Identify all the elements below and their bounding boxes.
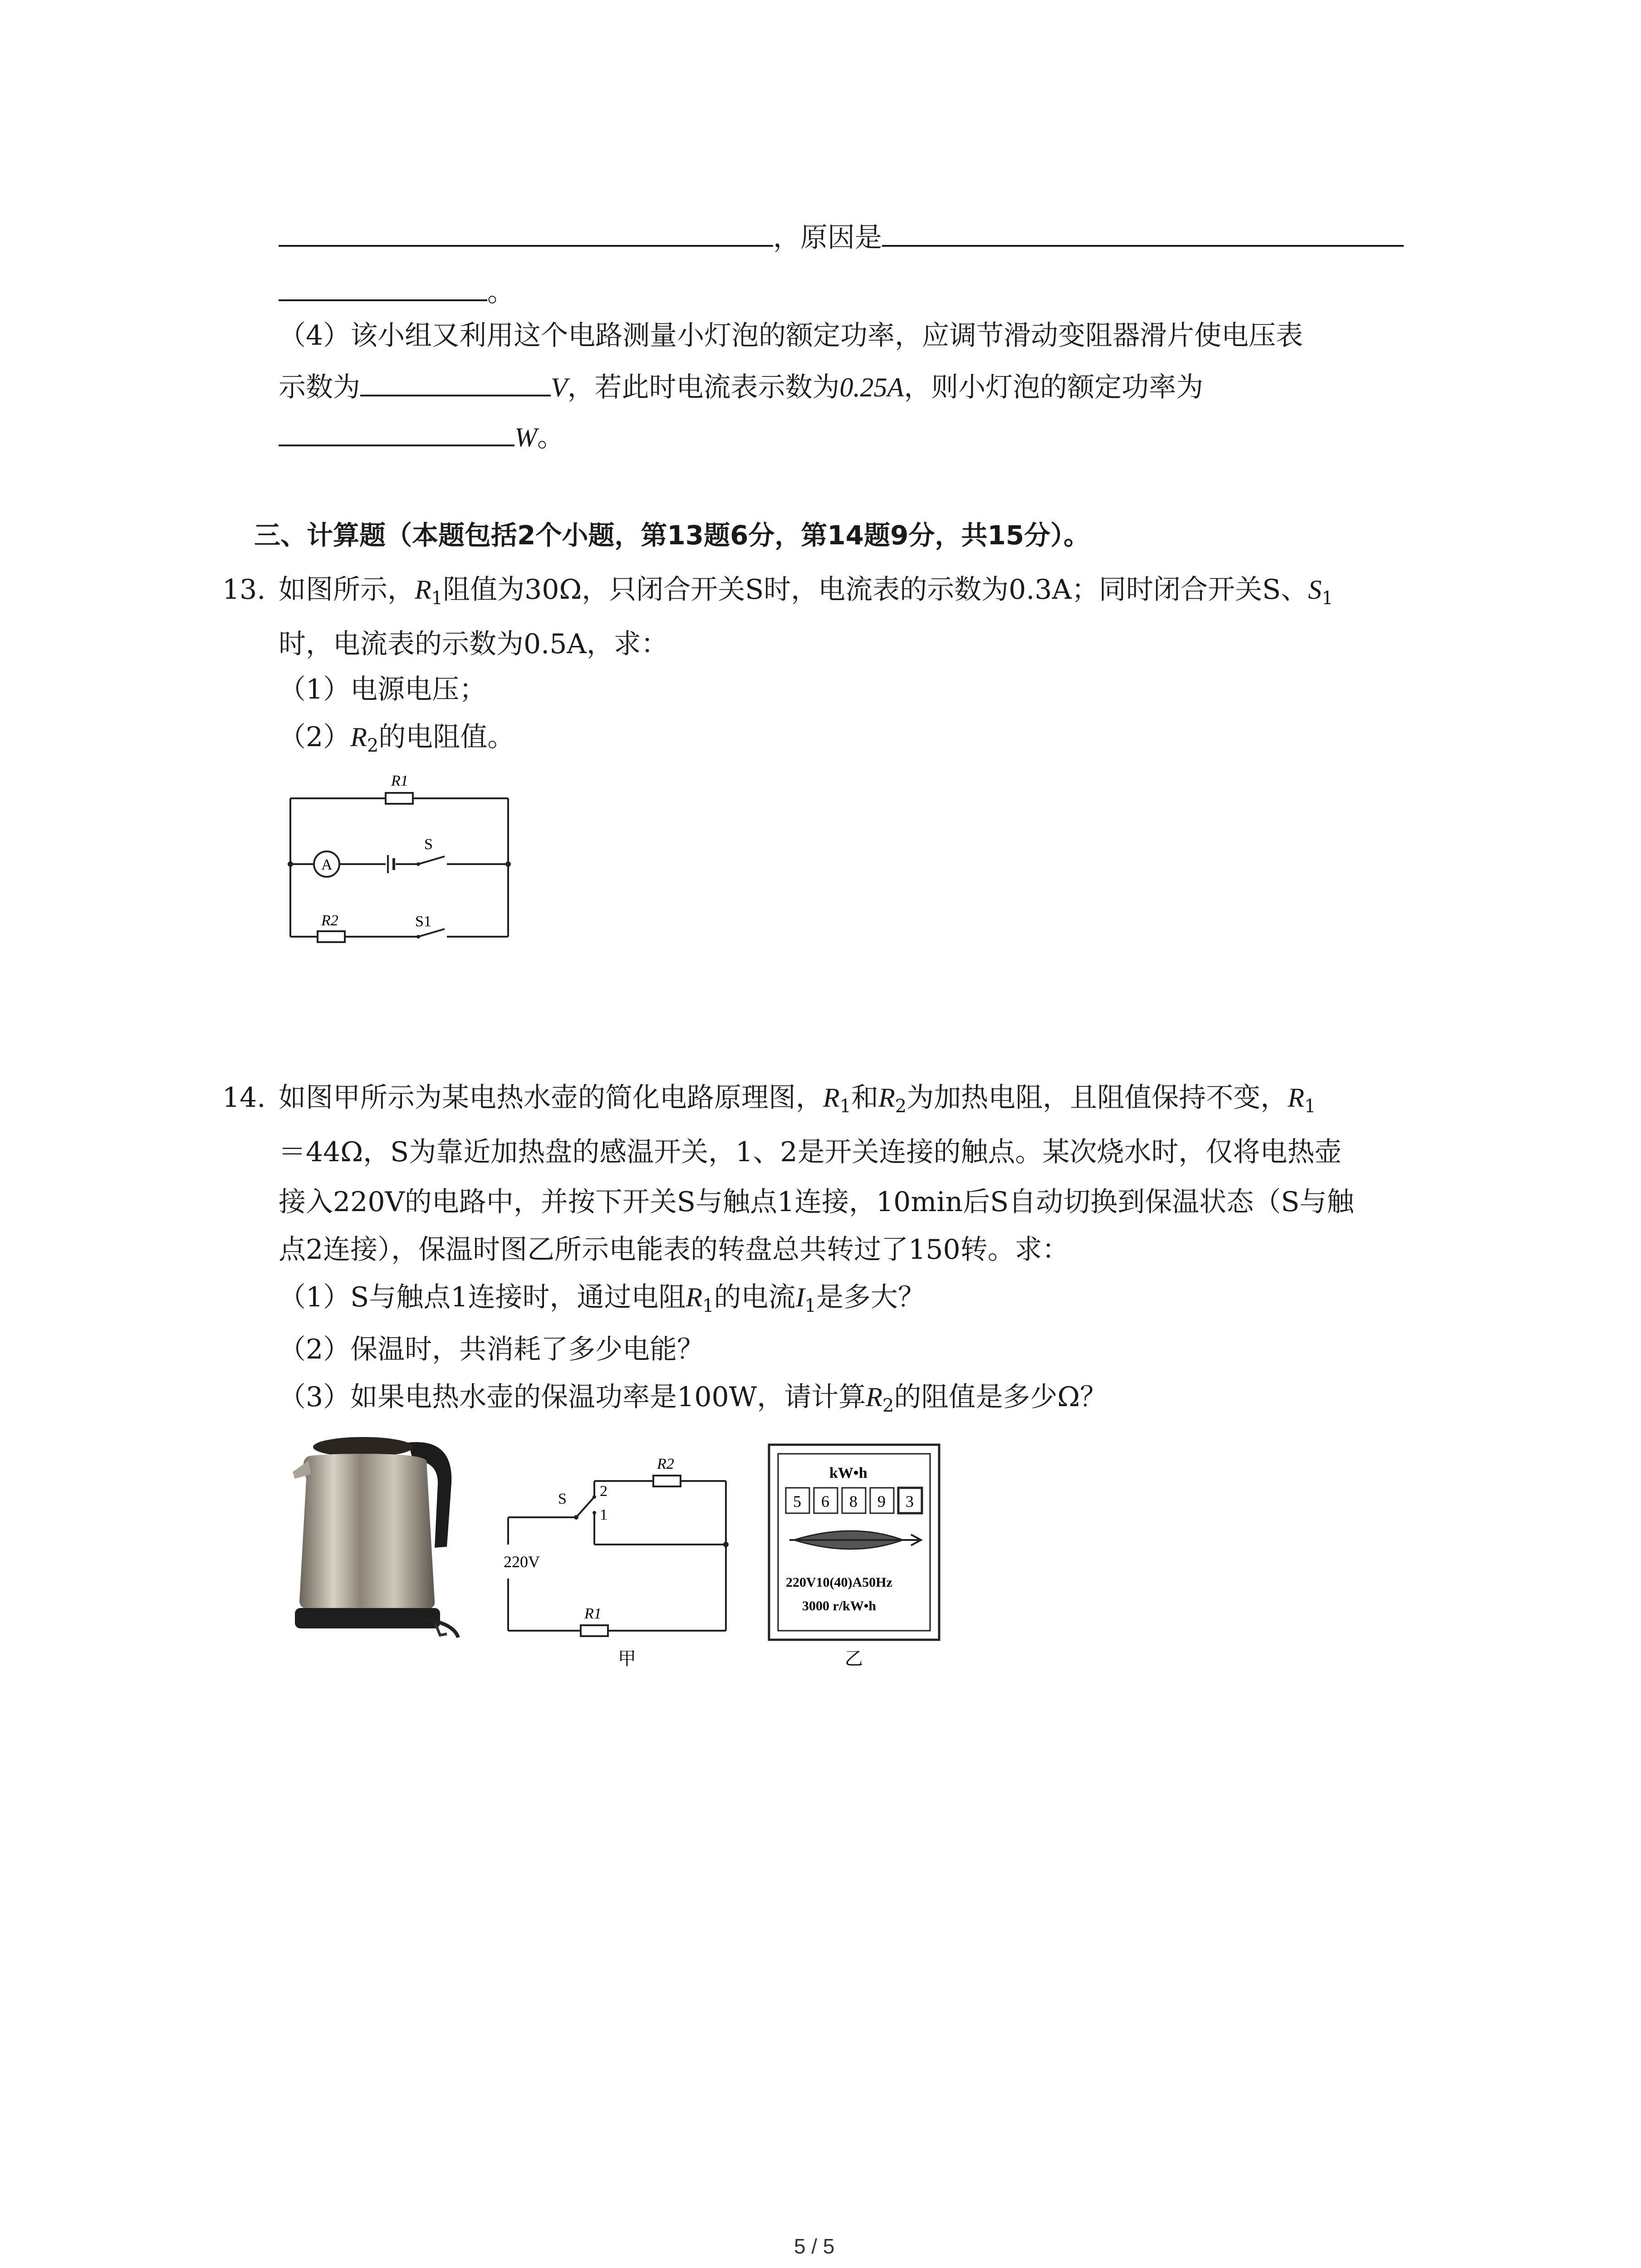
answer-blank[interactable] bbox=[279, 272, 487, 301]
q12-reason-line: ，原因是 bbox=[279, 218, 1404, 256]
junction-dot bbox=[288, 861, 293, 867]
q14-sub3: （3）如果电热水壶的保温功率是100W，请计算$R_2$的阻值是多少Ω？ bbox=[279, 1381, 1107, 1416]
switch-s-label: S bbox=[424, 836, 433, 853]
r1-label: R1 bbox=[391, 772, 408, 789]
switch-s-blade[interactable] bbox=[418, 856, 445, 864]
q14-sub2: （2）保温时，共消耗了多少电能？ bbox=[279, 1334, 705, 1365]
meter-constant: 3000 r/kW•h bbox=[802, 1598, 877, 1613]
q14-line3: 接入220V的电路中，并按下开关S与触点1连接，10min后S自动切换到保温状态（S与触 bbox=[279, 1186, 1354, 1218]
answer-blank[interactable] bbox=[360, 367, 551, 396]
switch-s-label: S bbox=[558, 1491, 567, 1507]
contact-2-label: 2 bbox=[600, 1483, 607, 1500]
contact-2 bbox=[593, 1495, 596, 1499]
q13-line2: 时，电流表的示数为0.5A，求： bbox=[279, 628, 668, 660]
contact-1 bbox=[593, 1511, 596, 1515]
junction-dot bbox=[505, 861, 511, 867]
q12-item4-line1: （4）该小组又利用这个电路测量小灯泡的额定功率，应调节滑动变阻器滑片使电压表 bbox=[279, 320, 1303, 352]
r2-label: R2 bbox=[321, 912, 338, 929]
energy-meter-diagram bbox=[767, 1442, 948, 1678]
r1-resistor bbox=[581, 1625, 608, 1636]
circuit-caption: 甲 bbox=[618, 1648, 636, 1669]
ammeter-label: A bbox=[321, 856, 333, 873]
q14-line2: ＝44Ω，S为靠近加热盘的感温开关，1、2是开关连接的触点。某次烧水时，仅将电热壶 bbox=[279, 1136, 1342, 1168]
kettle-image bbox=[290, 1429, 490, 1642]
meter-digit: 3 bbox=[906, 1492, 914, 1510]
answer-blank[interactable] bbox=[279, 417, 514, 446]
r2-resistor bbox=[318, 931, 345, 942]
voltage-label: 220V bbox=[504, 1553, 540, 1571]
r2-resistor bbox=[653, 1476, 681, 1486]
q14-circuit-diagram bbox=[504, 1442, 740, 1669]
r2-label: R2 bbox=[657, 1456, 674, 1472]
section-title: 三、计算题（本题包括2个小题，第13题6分，第14题9分，共15分）。 bbox=[254, 520, 1090, 551]
answer-blank[interactable] bbox=[279, 218, 773, 247]
meter-rating: 220V10(40)A50Hz bbox=[786, 1575, 892, 1590]
q13-sub1: （1）电源电压； bbox=[279, 674, 487, 705]
answer-blank[interactable] bbox=[882, 218, 1404, 247]
meter-digit-row bbox=[786, 1488, 922, 1513]
q14-sub1: （1）S与触点1连接时，通过电阻$R_1$的电流$I_1$是多大？ bbox=[279, 1281, 925, 1316]
switch-s1-blade[interactable] bbox=[418, 929, 445, 937]
q14-number: 14. bbox=[222, 1082, 266, 1114]
switch-s1-label: S1 bbox=[415, 913, 431, 930]
q13-number: 13. bbox=[222, 574, 266, 606]
q12-reason-end: 。 bbox=[279, 272, 514, 310]
r1-label: R1 bbox=[584, 1605, 602, 1622]
q12-item4-line3: W。 bbox=[279, 417, 564, 455]
switch-pivot bbox=[574, 1515, 578, 1520]
meter-digit: 9 bbox=[877, 1492, 886, 1510]
switch-s-blade[interactable] bbox=[576, 1497, 594, 1517]
q14-line4: 点2连接），保温时图乙所示电能表的转盘总共转过了150转。求： bbox=[279, 1234, 1069, 1266]
meter-digit: 8 bbox=[849, 1492, 857, 1510]
meter-caption: 乙 bbox=[845, 1648, 863, 1669]
q13-circuit-diagram bbox=[272, 767, 526, 948]
r1-resistor bbox=[386, 793, 413, 804]
junction-dot bbox=[723, 1542, 729, 1547]
contact-1-label: 1 bbox=[600, 1506, 607, 1523]
page-number: 5 / 5 bbox=[794, 2234, 835, 2258]
meter-digit: 6 bbox=[821, 1492, 829, 1510]
q13-sub2: $(2)R_2$的电阻值。 bbox=[279, 721, 515, 756]
q13-line1: 如图所示，$R_1$阻值为30Ω，只闭合开关S时，电流表的示数为0.3A；同时闭合开关S、$S_1$ bbox=[279, 574, 1333, 609]
meter-unit: kW•h bbox=[829, 1465, 867, 1481]
meter-digit: 5 bbox=[793, 1492, 801, 1510]
q12-item4-line2: 示数为 V，若此时电流表示数为0.25A，则小灯泡的额定功率为 bbox=[279, 367, 1203, 406]
q14-line1: 如图甲所示为某电热水壶的简化电路原理图，$R_1$和$R_2$为加热电阻，且阻值保持不变，$R_1$ bbox=[279, 1082, 1316, 1117]
